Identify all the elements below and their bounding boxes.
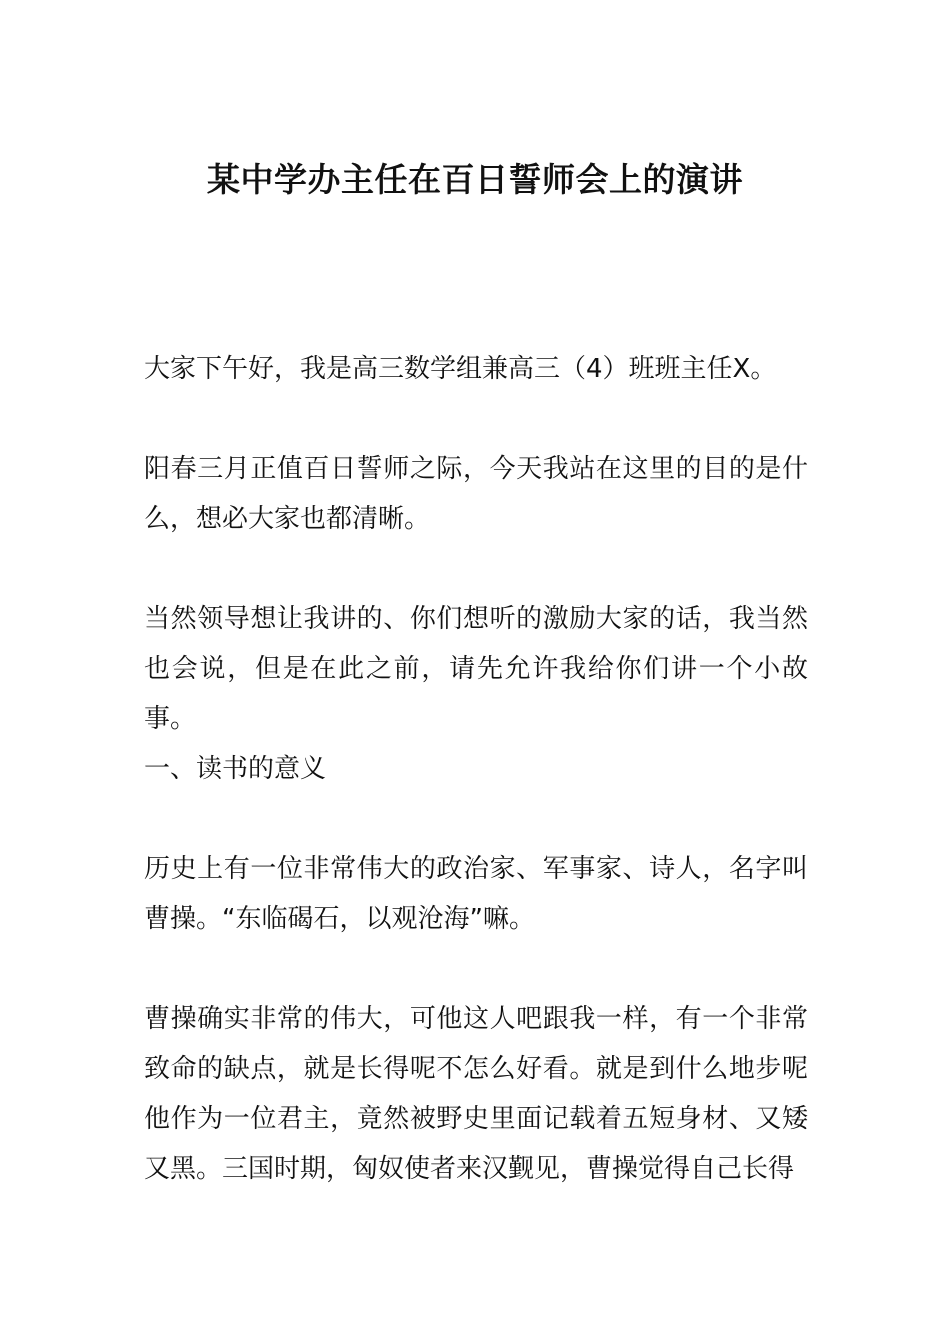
- paragraph-caocao-appearance: 曹操确实非常的伟大，可他这人吧跟我一样，有一个非常致命的缺点，就是长得呢不怎么好看。就是到什么地步呢他作为一位君主，竟然被野史里面记载着五短身材、又矮又黑。三国时期，匈奴使者来汉觐见，曹操觉得自己长得: [144, 1004, 808, 1184]
- section-heading: 一、读书的意义: [144, 754, 327, 784]
- paragraph-purpose: 阳春三月正值百日誓师之际，今天我站在这里的目的是什么，想必大家也都清晰。: [144, 454, 808, 534]
- paragraph-greeting: 大家下午好，我是高三数学组兼高三（4）班班主任X。: [144, 354, 777, 384]
- paragraph-story-intro: 当然领导想让我讲的、你们想听的激励大家的话，我当然也会说，但是在此之前，请先允许我给你们讲一个小故事。: [144, 604, 808, 734]
- paragraph-caocao-intro: 历史上有一位非常伟大的政治家、军事家、诗人，名字叫曹操。“东临碣石，以观沧海”嘛。: [144, 854, 808, 934]
- page-title: 某中学办主任在百日誓师会上的演讲: [207, 160, 743, 199]
